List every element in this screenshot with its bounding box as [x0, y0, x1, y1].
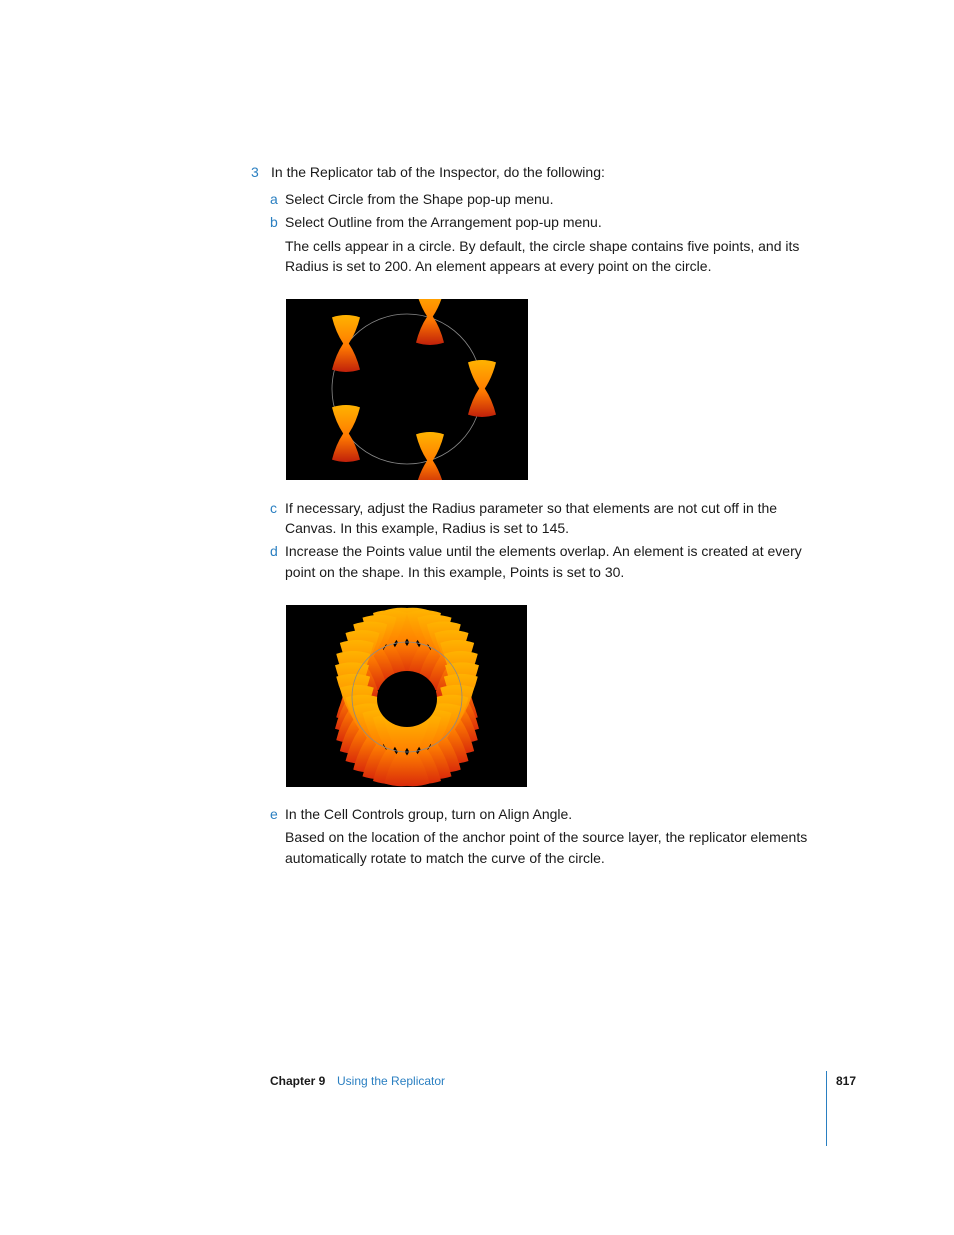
substep-c-line1: If necessary, adjust the Radius parameter so that elements are not cut off in the: [285, 500, 778, 516]
substep-b-note-line1: The cells appear in a circle. By default, the circle shape contains five points, and its: [285, 238, 800, 254]
ring-hole: [377, 671, 437, 727]
substep-e-note-line1: Based on the location of the anchor point of the source layer, the replicator elements: [285, 829, 808, 845]
substep-text-e: In the Cell Controls group, turn on Align Angle.: [285, 806, 573, 822]
substep-letter-c: c: [270, 500, 277, 516]
shape-circle-outline: [332, 314, 482, 464]
substep-letter-a: a: [270, 191, 278, 207]
substep-d-line1: Increase the Points value until the elements overlap. An element is created at every: [285, 543, 802, 559]
figure-five-points-svg: [286, 299, 528, 480]
substep-letter-e: e: [270, 806, 278, 822]
substep-d-line2: point on the shape. In this example, Points is set to 30.: [285, 564, 625, 580]
substep-text-a: Select Circle from the Shape pop-up menu.: [285, 191, 554, 207]
replicator-element: [332, 405, 360, 462]
replicator-element: [468, 360, 496, 417]
footer-chapter: Chapter 9: [270, 1074, 326, 1088]
figure-five-points: [286, 299, 528, 480]
figure-thirty-points-svg: [286, 605, 527, 787]
substep-e-note-line2: automatically rotate to match the curve of the circle.: [285, 850, 605, 866]
footer-chapter-title: Using the Replicator: [337, 1074, 446, 1088]
footer-divider: [826, 1071, 827, 1146]
replicator-element: [332, 315, 360, 372]
step-number: 3: [251, 164, 259, 180]
step-text: In the Replicator tab of the Inspector, do the following:: [271, 164, 605, 180]
footer-page-number: 817: [836, 1074, 857, 1088]
substep-letter-b: b: [270, 214, 278, 230]
substep-b-note-line2: Radius is set to 200. An element appears at every point on the circle.: [285, 258, 712, 274]
substep-text-b: Select Outline from the Arrangement pop-up menu.: [285, 214, 602, 230]
figure-thirty-points: [286, 605, 527, 787]
substep-c-line2: Canvas. In this example, Radius is set to 145.: [285, 520, 570, 536]
substep-letter-d: d: [270, 543, 278, 559]
